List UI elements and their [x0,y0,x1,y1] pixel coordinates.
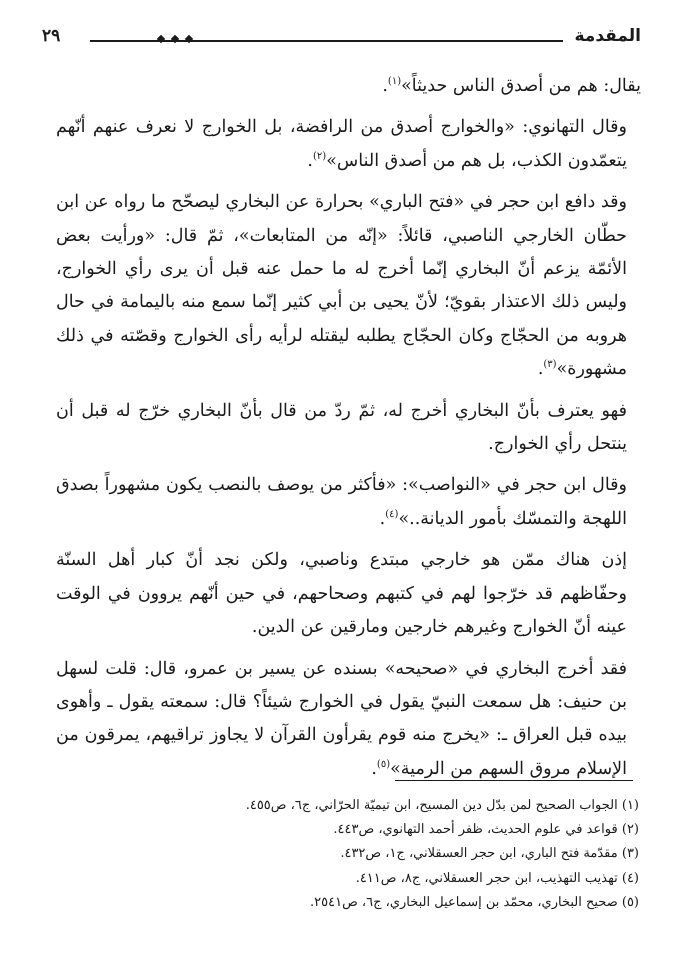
footnote-ref: (٣) [543,359,557,371]
paragraph-text: وقد دافع ابن حجر في «فتح الباري» بحرارة عن البخاري ليصحّح ما رواه عن ابن حطّان الخارجي الناصبي، قائلاً: «إنّه من المتابعات»، ثمّ قال: «ورأيت بعض الأئمّة يزعم أنّ البخاري إنّما أخرج له ما حمل عنه قبل أن يرى رأي الخوارج، وليس ذلك الاعتذار بقويّ؛ لأنّ يحيى بن أبي كثير إنّما سمع منه باليمامة في حال هروبه من الحجّاج وكان الحجّاج يطلبه ليقتله لرأيه رأى الخوارج وقصّته في ذلك مشهورة» [56,192,627,380]
paragraph-text: فقد أخرج البخاري في «صحيحه» بسنده عن يسير بن عمرو، قال: قلت لسهل بن حنيف: هل سمعت النبيّ يقول في الخوارج شيئاً؟ قال: سمعته يقول ـ وأهوى بيده قبل العراق ـ: «يخرج منه قوم يقرأون القرآن لا يجاوز تراقيهم، يمرقون من الإسلام مروق السهم من الرمية» [56,658,627,779]
paragraph-text: وقال التهانوي: «والخوارج أصدق من الرافضة، بل الخوارج لا نعرف عنهم أنّهم يتعمّدون الكذب، بل هم من أصدق الناس» [56,117,627,171]
paragraph: وقد دافع ابن حجر في «فتح الباري» بحرارة عن البخاري ليصحّح ما رواه عن ابن حطّان الخارجي الناصبي، قائلاً: «إنّه من المتابعات»، ثمّ قال: «ورأيت بعض الأئمّة يزعم أنّ البخاري إنّما أخرج له ما حمل عنه قبل أن يرى رأي الخوارج، وليس ذلك الاعتذار بقويّ؛ لأنّ يحيى بن أبي كثير إنّما سمع منه باليمامة في حال هروبه من الحجّاج وكان الحجّاج يطلبه ليقتله لرأيه رأى الخوارج وقصّته في ذلك مشهورة»$^{(٣)}$. [56,192,627,380]
footnotes [140,794,639,915]
paragraph: وقال ابن حجر في «النواصب»: «فأكثر من يوصف بالنصب يكون مشهوراً بصدق اللهجة والتمسّك بأمور الديانة..»$^{(٤)}$. [56,475,627,529]
footnote: (١) الجواب الصحيح لمن بدّل دين المسيح، ابن تيميّة الحرّاني، ج٦، ص٤٥٥. [245,798,639,813]
footnote-ref: (١) [387,76,402,88]
running-header [40,24,643,50]
footnote-ref: (٢) [313,150,327,162]
footnote-ref: (٥) [376,758,391,770]
paragraph-text: وقال ابن حجر في «النواصب»: «فأكثر من يوصف بالنصب يكون مشهوراً بصدق اللهجة والتمسّك بأمور الديانة..» [56,475,627,529]
paragraph [56,395,641,462]
page-number: ٢٩ [42,26,61,46]
footnote: (٥) صحيح البخاري، محمّد بن إسماعيل البخاري، ج٦، ص٢٥٤١. [309,894,639,910]
footnote-ref: (٤) [385,509,399,521]
paragraph-text: فهو يعترف بأنّ البخاري أخرج له، ثمّ ردّ من قال بأنّ البخاري خرّج له قبل أن ينتحل رأي الخوارج. [56,400,627,455]
paragraph [56,544,641,644]
main-text [56,70,641,794]
chapter-title: المقدمة [574,26,641,46]
paragraph-text: إذن هناك ممّن هو خارجي مبتدع وناصبي، ولكن نجد أنّ كبار أهل السنّة وحفّاظهم قد خرّجوا لهم في كتبهم وصحاحهم، في حين أنّهم يروون في الوقت عينه أنّ الخوارج وغيرهم خارجين ومارقين عن الدين. [56,550,627,638]
paragraph-text: يقال: هم من أصدق الناس حديثاً» [401,76,641,96]
paragraph: يقال: هم من أصدق الناس حديثاً»$^{(١)}$. [382,76,641,96]
footnote: (٢) قواعد في علوم الحديث، ظفر أحمد التهانوي، ص٤٤٣. [333,822,639,838]
footnote: (٤) تهذيب التهذيب، ابن حجر العسقلاني، ج٨، ص٤١١. [355,870,639,886]
paragraph: فقد أخرج البخاري في «صحيحه» بسنده عن يسير بن عمرو، قال: قلت لسهل بن حنيف: هل سمعت النبيّ يقول في الخوارج شيئاً؟ قال: سمعته يقول ـ وأهوى بيده قبل العراق ـ: «يخرج منه قوم يقرأون القرآن لا يجاوز تراقيهم، يمرقون من الإسلام مروق السهم من الرمية»$^{(٥)}$. [56,658,627,779]
paragraph: وقال التهانوي: «والخوارج أصدق من الرافضة، بل الخوارج لا نعرف عنهم أنّهم يتعمّدون الكذب، بل هم من أصدق الناس»$^{(٢)}$. [56,117,627,171]
footnote: (٣) مقدّمة فتح الباري، ابن حجر العسقلاني، ج١، ص٤٣٢. [340,846,639,862]
footnote-separator [395,780,633,781]
